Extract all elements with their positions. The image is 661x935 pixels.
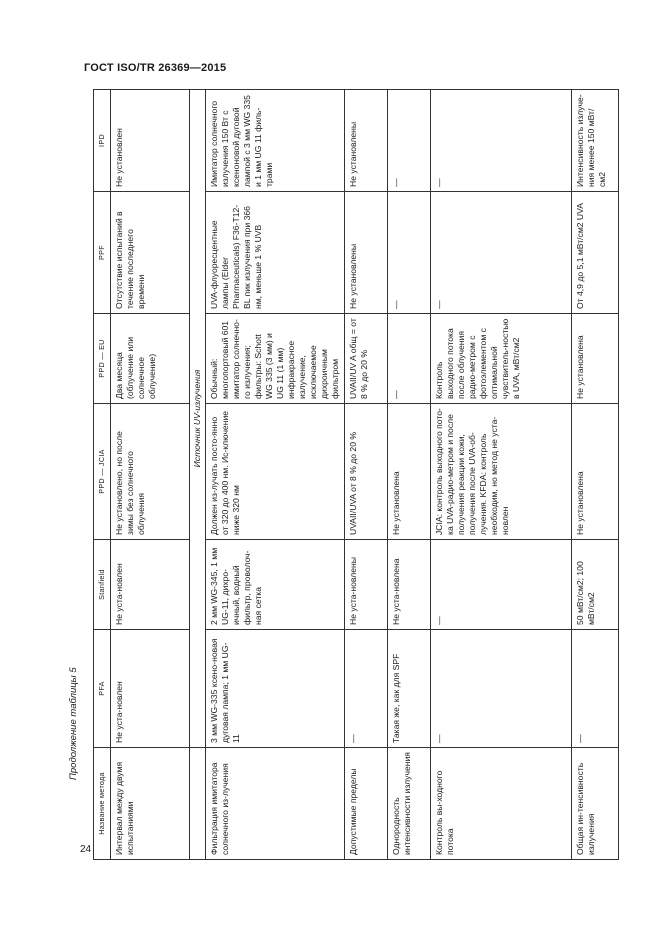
table-row: [572, 90, 619, 860]
span-row: [190, 90, 206, 860]
cell-stanfield: Не уста-новлен: [111, 540, 190, 630]
rotated-table-container: [93, 90, 619, 860]
row-name: Однородность интенсивности излучения: [388, 748, 431, 860]
cell-pfa: —: [572, 630, 619, 748]
cell-ipd: —: [388, 90, 431, 192]
cell-pfa: 3 мм WG-335 ксено-новая дуговая лампа; 1 мм UG-11: [206, 630, 345, 748]
column-header-ppd-eu: PPD — EU: [94, 314, 111, 404]
page-number: 24: [80, 844, 92, 855]
cell-eu: Контроль выходного потока после облучения радио-метром с фотоэлементом с оптимальной чувствитель-ностью в UVA, мВт/см2: [431, 314, 572, 404]
table-row: [111, 90, 190, 860]
cell-stanfield: —: [431, 540, 572, 630]
cell-stanfield: 2 мм WG-345, 1 мм UG-11, дихро-ичный, водный фильтр, проволоч-ная сетка: [206, 540, 345, 630]
cell-ppf: UVA-флуоресцентные лампы (Elder Pharmaceuticals) F36-T12-BL пик излучения при 366 нм, меньше 1 % UVB: [206, 192, 345, 314]
header-row: [94, 90, 111, 860]
cell-pfa: Не уста-новлен: [111, 630, 190, 748]
cell-pfa: —: [345, 630, 388, 748]
cell-jcia: JCIA: контроль выходного пото-ка UVA-радио-метром и после получения реакции кожи, получения после UVA-об-лучения. KFDA: контроль необходим, но метод не уста-новлен: [431, 404, 572, 540]
cell-eu: Два месяца (облучение или солнечное облучение): [111, 314, 190, 404]
cell-stanfield: 50 мВт/см2; 100 мВт/см2: [572, 540, 619, 630]
cell-ipd: —: [431, 90, 572, 192]
row-name: Фильтрация имитатора солнечного из-лучения: [206, 748, 345, 860]
column-header-stanfield: Stanfield: [94, 540, 111, 630]
cell-stanfield: Не уста-новлены: [345, 540, 388, 630]
row-name: Общая ин-тенсивность излучения: [572, 748, 619, 860]
cell-ppf: —: [388, 192, 431, 314]
table-row: [431, 90, 572, 860]
table-row: [206, 90, 345, 860]
cell-ppf: От 4,9 до 5,1 мВт/см2 UVA: [572, 192, 619, 314]
cell-ppf: Отсутствие испытаний в течение последнего времени: [111, 192, 190, 314]
cell-eu: —: [388, 314, 431, 404]
row-name: Контроль вы-ходного потока: [431, 748, 572, 860]
cell-jcia: Не установлена: [572, 404, 619, 540]
cell-ppf: Не установлены: [345, 192, 388, 314]
row-name: Допустимые пределы: [345, 748, 388, 860]
column-header-method: Название метода: [94, 748, 111, 860]
cell-jcia: UVAII/UVA от 8 % до 20 %: [345, 404, 388, 540]
cell-eu: Обычный: многопортовый 601 имитатор солнечно-го излучения; фильтры: Schott WG 335 (3 мм) и UG 11 (1 мм) инфракрасное излучение, исключаемое дихроичным фильтром: [206, 314, 345, 404]
section-label: Источник UV-излучения: [190, 90, 206, 748]
cell-jcia: Не установлена: [388, 404, 431, 540]
cell-ipd: Интенсивность излуче-ния менее 150 мВт/см2: [572, 90, 619, 192]
column-header-pfa: PFA: [94, 630, 111, 748]
column-header-ipd: IPD: [94, 90, 111, 192]
document-title: ГОСТ ISO/TR 26369—2015: [84, 62, 227, 74]
table-row: [345, 90, 388, 860]
cell-pfa: —: [431, 630, 572, 748]
table-row: [388, 90, 431, 860]
table-caption: Продолжение таблицы 5: [68, 667, 79, 780]
cell-ipd: Не установлены: [345, 90, 388, 192]
cell-jcia: Не установлено, но после зимы без солнечного облучения: [111, 404, 190, 540]
column-header-ppd-jcia: PPD — JCIA: [94, 404, 111, 540]
span-spacer: [190, 748, 206, 860]
cell-ipd: Не установлен: [111, 90, 190, 192]
cell-ipd: Имитатор солнечного излучения 150 Вт с ксеноновой дуговой лампой с 3 мм WG 335 и 1 мм UG 11 филь-трами: [206, 90, 345, 192]
column-header-ppf: PPF: [94, 192, 111, 314]
cell-eu: Не установлена: [572, 314, 619, 404]
cell-eu: UVAII/UV A общ = от 8 % до 20 %: [345, 314, 388, 404]
cell-jcia: Должен из-лучать посто-янно от 320 до 400 нм. Ис-ключение ниже 320 нм: [206, 404, 345, 540]
cell-pfa: Такая же, как для SPF: [388, 630, 431, 748]
cell-stanfield: Не уста-новлена: [388, 540, 431, 630]
row-name: Интервал между двумя испытаниями: [111, 748, 190, 860]
cell-ppf: —: [431, 192, 572, 314]
methods-table: [93, 89, 619, 860]
